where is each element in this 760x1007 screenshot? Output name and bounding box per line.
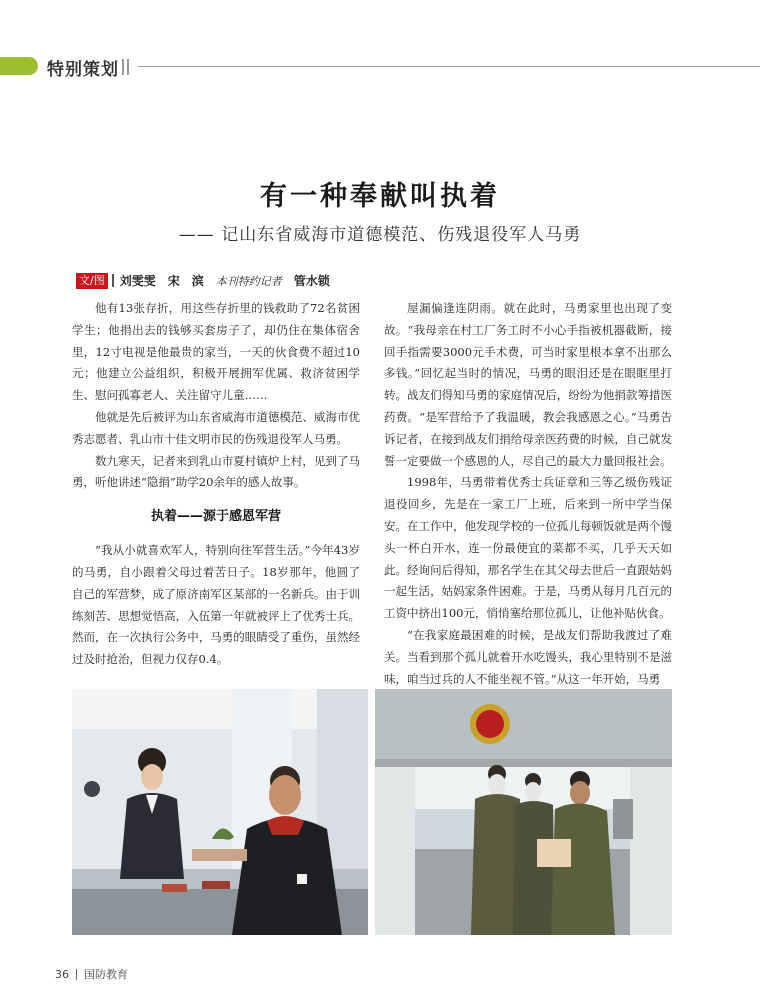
paragraph: “在我家庭最困难的时候，是战友们帮助我渡过了难关。当看到那个孤儿就着开水吃馒头，我心里特别不是滋味，咱当过兵的人不能坐视不管。”从这一年开始，马勇 (384, 627, 672, 686)
author-role: 本刊特约记者 (215, 274, 282, 288)
paragraph: 1998年，马勇带着优秀士兵证章和三等乙级伤残证退役回乡，先是在一家工厂上班，后来到一所中学当保安。在工作中，他发现学校的一位孤儿每顿饭就是两个馒头一杯白开水，连一份最便宜的菜都不买，几乎天天如此。经询问后得知，那名学生在其父母去世后一直跟姑妈一起生活，姑妈家条件困难。于是，马勇从每月几百元的工资中挤出100元，悄悄塞给那位孤儿，让他补贴伙食。 (384, 475, 672, 621)
author-name: 宋 滨 (167, 274, 204, 288)
section-title: 特别策划 (47, 60, 119, 80)
magazine-name: 国防教育 (84, 968, 128, 981)
article-subtitle: —— 记山东省威海市道德模范、伤残退役军人马勇 (178, 225, 582, 245)
paragraph: 屋漏偏逢连阴雨。就在此时，马勇家里也出现了变故。“我母亲在村工厂务工时不小心手指被机器截断，接回手指需要3000元手术费，可当时家里根本拿不出那么多钱。”回忆起当时的情况，马勇的眼泪还是在眼眶里打转。战友们得知马勇的家庭情况后，纷纷为他捐款筹措医药费。“是军营给予了我温暖，教会我感恩之心。”马勇告诉记者，在接到战友们捐给母亲医药费的时候，自己就发誓一定要做一个感恩的人，尽自己的最大力量回报社会。 (384, 301, 672, 468)
byline-tag: 文/图 (76, 273, 108, 289)
author-name: 管水锁 (293, 274, 330, 288)
header-rule (138, 66, 760, 67)
photo-gate-donation-image (375, 689, 672, 935)
page-footer (55, 966, 128, 982)
photo-gate-donation (375, 689, 672, 935)
paragraph: “我从小就喜欢军人，特别向往军营生活。”今年43岁的马勇，自小跟着父母过着苦日子。18岁那年，他圆了自己的军营梦，成了原济南军区某部的一名新兵。由于训练刻苦、思想觉悟高，入伍第一年就被评上了优秀士兵。然而，在一次执行公务中，马勇的眼睛受了重伤，虽然经过及时抢治，但视力仅存0.4。 (72, 543, 360, 667)
article-title: 有一种奉献叫执着 (260, 181, 500, 212)
photo-bank-counter (72, 689, 368, 935)
paragraph: 数九寒天，记者来到乳山市夏村镇炉上村，见到了马勇，听他讲述“隐捐”助学20余年的感人故事。 (72, 453, 360, 490)
footer-separator (76, 969, 77, 980)
byline-separator (112, 274, 114, 287)
photo-bank-counter-image (72, 689, 368, 935)
section-divider-bars (122, 59, 134, 75)
author-name: 刘雯雯 (119, 274, 156, 288)
body-column-right (384, 298, 672, 690)
body-column-left (72, 298, 360, 671)
paragraph: 他有13张存折，用这些存折里的钱救助了72名贫困学生；他捐出去的钱够买套房子了，却仍住在集体宿舍里，12寸电视是他最贵的家当，一天的伙食费不超过10元；他建立公益组织，积极开展拥军优属、救济贫困学生、慰问孤寡老人、关注留守儿童…… (72, 301, 360, 403)
section-tab-marker (0, 57, 38, 75)
section-heading: 执着——源于感恩军营 (150, 509, 281, 525)
paragraph: 他就是先后被评为山东省威海市道德模范、威海市优秀志愿者、乳山市十佳文明市民的伤残退役军人马勇。 (72, 409, 360, 446)
byline (76, 272, 342, 289)
page-number: 36 (55, 967, 69, 981)
